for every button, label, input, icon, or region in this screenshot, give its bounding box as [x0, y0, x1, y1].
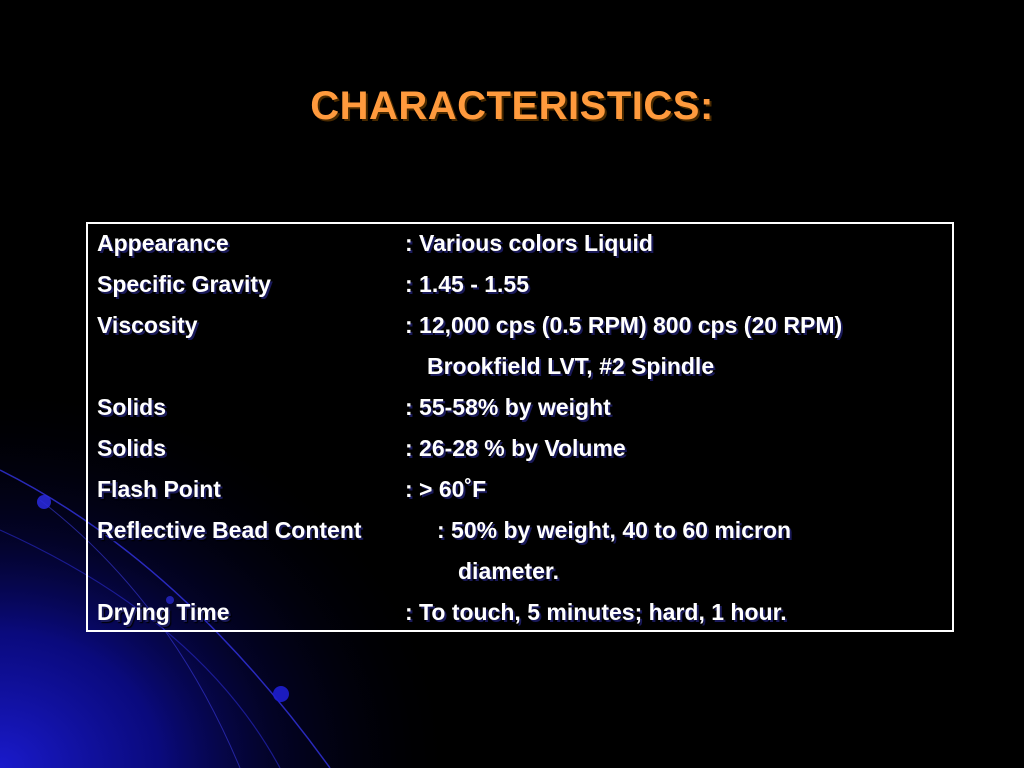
- spec-row-viscosity: [88, 312, 952, 350]
- spec-value: : To touch, 5 minutes; hard, 1 hour.: [405, 599, 787, 625]
- spec-label: Solids: [97, 394, 167, 420]
- slide-title: CHARACTERISTICS:: [310, 84, 714, 128]
- spec-value: : > 60˚F: [405, 476, 487, 502]
- spec-value: : 26-28 % by Volume: [405, 435, 626, 461]
- spec-row-flash-point: [88, 476, 952, 514]
- spec-value-continuation: Brookfield LVT, #2 Spindle: [427, 353, 715, 379]
- spec-row-drying-time: [88, 599, 952, 637]
- spec-label: Flash Point: [97, 476, 221, 502]
- spec-value: : 55-58% by weight: [405, 394, 611, 420]
- spec-label: Drying Time: [97, 599, 230, 625]
- spec-label: Solids: [97, 435, 167, 461]
- spec-row-solids-volume: [88, 435, 952, 473]
- spec-label: Viscosity: [97, 312, 198, 338]
- spec-row-reflective-bead-continuation: [88, 558, 952, 596]
- spec-value: : 1.45 - 1.55: [405, 271, 530, 297]
- spec-row-reflective-bead-content: [88, 517, 952, 555]
- spec-value: : 50% by weight, 40 to 60 micron: [437, 517, 792, 543]
- spec-row-appearance: [88, 230, 952, 268]
- characteristics-table: [86, 222, 954, 632]
- spec-label: Appearance: [97, 230, 229, 256]
- spec-label: Reflective Bead Content: [97, 517, 362, 543]
- spec-value: : 12,000 cps (0.5 RPM) 800 cps (20 RPM): [405, 312, 843, 338]
- spec-row-viscosity-continuation: [88, 353, 952, 391]
- spec-row-specific-gravity: [88, 271, 952, 309]
- spec-label: Specific Gravity: [97, 271, 271, 297]
- spec-value: : Various colors Liquid: [405, 230, 653, 256]
- spec-value-continuation: diameter.: [458, 558, 559, 584]
- spec-row-solids-weight: [88, 394, 952, 432]
